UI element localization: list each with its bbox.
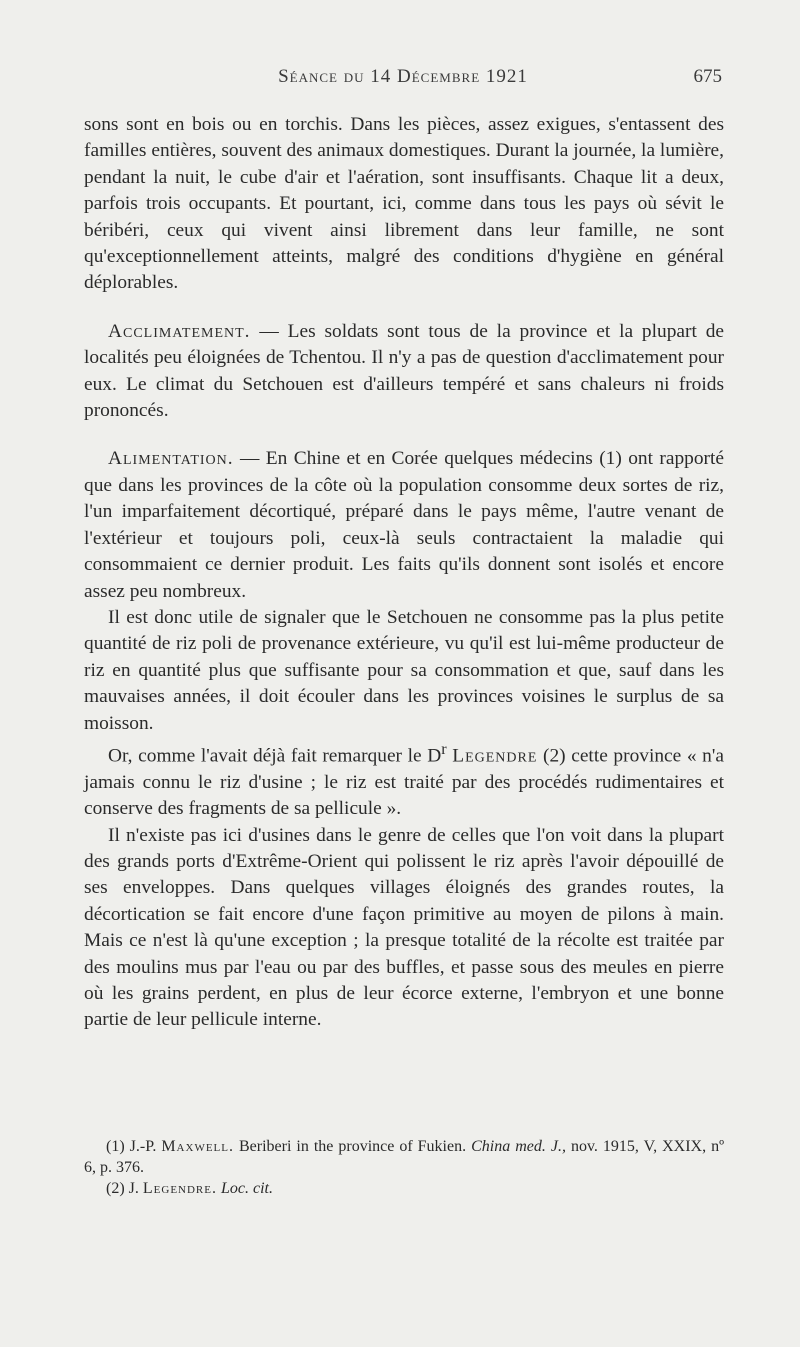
section-heading-acclimatement: Acclimatement. <box>108 320 251 342</box>
paragraph-alimentation <box>84 446 724 604</box>
paragraph-mills: Il n'existe pas ici d'usines dans le genre de celles que l'on voit dans la plupart des grands ports d'Extrême-Orient qui polissent le riz après l'avoir dépouillé de ses enveloppes. Dans quelques villages éloignés des grandes routes, la décortication se fait encore d'une façon primitive au moyen de pilons à main. Mais ce n'est là qu'une exception ; la presque totalité de la récolte est traitée par des moulins mus par l'eau ou par des buffles, et passe sous des meules en pierre où les grains perdent, en plus de leur écorce externe, l'embryon et une bonne partie de leur pellicule interne. <box>84 824 724 1031</box>
footnote-1-title: Beriberi in the province of Fukien. <box>238 1138 467 1155</box>
footnote-1-author: Maxwell. <box>161 1138 234 1155</box>
page-number: 675 <box>693 66 722 87</box>
footnote-2 <box>84 1178 724 1199</box>
footnote-1-marker: (1) J.-P. <box>106 1138 157 1155</box>
footnote-2-author: Legendre. <box>142 1180 217 1197</box>
author-name-legendre: Legendre <box>452 745 538 767</box>
footnote-1 <box>84 1136 724 1178</box>
paragraph-acclimatement <box>84 319 724 425</box>
paragraph-alimentation-text: — En Chine et en Corée quelques médecins (1) ont rapporté que dans les provinces de la côte où la population consomme deux sortes de riz, l'un imparfaitement décortiqué, préparé dans le pays même, l'autre venant de l'extérieur et toujours poli, ceux-là seuls contractaient la maladie qui consommaient ce dernier produit. Les faits qu'ils donnent sont isolés et encore assez peu nombreux. <box>84 448 724 602</box>
section-heading-alimentation: Alimentation. <box>108 448 234 470</box>
paragraph-housing: sons sont en bois ou en torchis. Dans les pièces, assez exigues, s'entassent des familles entières, souvent des animaux domestiques. Durant la journée, la lumière, pendant la nuit, le cube d'air et l'aération, sont insuffisants. Chaque lit a deux, parfois trois occupants. Et pourtant, ici, comme dans tous les pays où sévit le béribéri, ceux qui vivent ainsi librement dans leur famille, ne sont qu'exceptionnellement atteints, malgré des conditions d'hygiène en général déplorables. <box>84 114 724 294</box>
footnote-1-details: nov. 1915, V, XXIX, nº 6, p. 376. <box>84 1138 725 1176</box>
running-title: Séance du 14 Décembre 1921 <box>278 66 528 87</box>
footnote-2-marker: (2) J. <box>106 1180 139 1197</box>
paragraph-legendre <box>84 737 724 823</box>
paragraph-acclimatement-text: — Les soldats sont tous de la province et la plupart de localités peu éloignées de Tchentou. Il n'y a pas de question d'acclimatement pour eux. Le climat du Setchouen est d'ailleurs tempéré et sans chaleurs ni froids prononcés. <box>84 320 724 422</box>
paragraph-setchouen-rice: Il est donc utile de signaler que le Setchouen ne consomme pas la plus petite quantité de riz poli de provenance extérieure, vu qu'il est lui-même producteur de riz en quantité plus que suffisante pour sa consommation et que, sauf dans les mauvaises années, il doit écouler dans les provinces voisines le surplus de sa moisson. <box>84 606 724 734</box>
footnote-1-journal: China med. J., <box>471 1138 566 1155</box>
footnotes <box>84 1136 724 1199</box>
body-text <box>84 112 724 1034</box>
running-header <box>84 66 722 92</box>
paragraph-legendre-lead: Or, comme l'avait déjà fait remarquer le D <box>108 745 442 767</box>
footnote-2-cite: Loc. cit. <box>221 1180 273 1197</box>
doctor-abbrev-sup: r <box>441 740 447 758</box>
paragraph-legendre-rest: (2) cette province « n'a jamais connu le riz d'usine ; le riz est traité par des procédés rudimentaires et conserve des fragments de sa pellicule ». <box>84 745 724 820</box>
